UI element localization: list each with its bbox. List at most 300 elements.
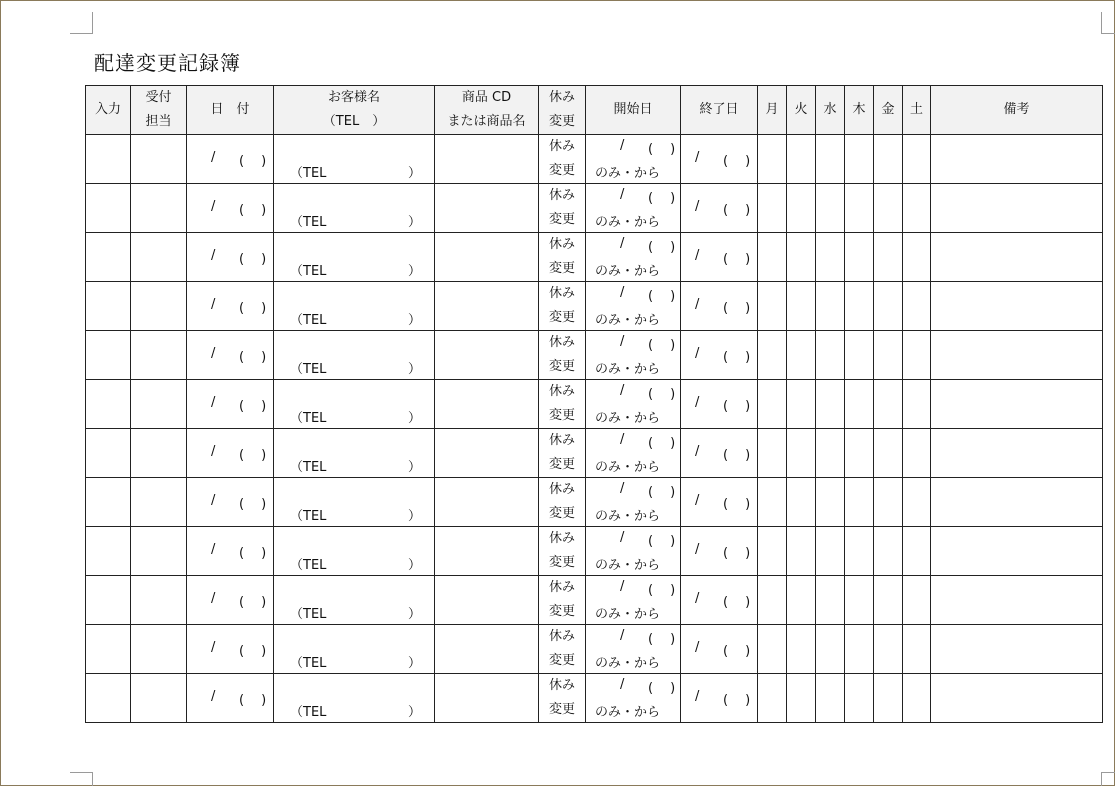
start-option: のみ・から (595, 655, 661, 671)
cell-customer[interactable] (274, 233, 435, 282)
cell-customer[interactable] (274, 429, 435, 478)
cell-wed[interactable] (816, 429, 845, 478)
cell-input[interactable] (86, 233, 131, 282)
cell-remarks[interactable] (931, 429, 1103, 478)
cell-fri[interactable] (874, 233, 903, 282)
cell-wed[interactable] (816, 674, 845, 723)
cell-thu[interactable] (845, 429, 874, 478)
cell-mon[interactable] (758, 674, 787, 723)
cell-mon[interactable] (758, 527, 787, 576)
cell-type[interactable] (539, 478, 586, 527)
cell-fri[interactable] (874, 135, 903, 184)
cell-product[interactable] (435, 576, 539, 625)
cell-fri[interactable] (874, 184, 903, 233)
cell-type[interactable] (539, 674, 586, 723)
cell-sat[interactable] (903, 184, 931, 233)
cell-thu[interactable] (845, 331, 874, 380)
start-weekday-paren: ( ) (648, 337, 678, 353)
tel-open: （TEL (290, 704, 327, 720)
cell-product[interactable] (435, 625, 539, 674)
date-slash: / (211, 345, 216, 361)
cell-thu[interactable] (845, 184, 874, 233)
cell-reception[interactable] (131, 478, 187, 527)
cell-mon[interactable] (758, 576, 787, 625)
cell-tue[interactable] (787, 184, 816, 233)
start-slash: / (620, 480, 625, 496)
cell-fri[interactable] (874, 429, 903, 478)
cell-input[interactable] (86, 331, 131, 380)
cell-remarks[interactable] (931, 674, 1103, 723)
cell-wed[interactable] (816, 233, 845, 282)
cell-sat[interactable] (903, 576, 931, 625)
cell-tue[interactable] (787, 527, 816, 576)
cell-date[interactable] (187, 331, 274, 380)
cell-sat[interactable] (903, 331, 931, 380)
cell-product[interactable] (435, 184, 539, 233)
cell-remarks[interactable] (931, 527, 1103, 576)
cell-input[interactable] (86, 527, 131, 576)
cell-date[interactable] (187, 233, 274, 282)
start-slash: / (620, 235, 625, 251)
cell-type[interactable] (539, 576, 586, 625)
cell-thu[interactable] (845, 576, 874, 625)
tel-close: ） (408, 312, 422, 328)
header-customer-line1: お客様名 (327, 90, 380, 105)
cell-tue[interactable] (787, 478, 816, 527)
cell-mon[interactable] (758, 380, 787, 429)
cell-date[interactable] (187, 282, 274, 331)
header-mon (758, 86, 787, 135)
cell-thu[interactable] (845, 527, 874, 576)
cell-remarks[interactable] (931, 184, 1103, 233)
cell-wed[interactable] (816, 625, 845, 674)
cell-fri[interactable] (874, 282, 903, 331)
date-weekday-paren: ( ) (239, 300, 269, 316)
start-slash: / (620, 382, 625, 398)
cell-product[interactable] (435, 331, 539, 380)
end-slash: / (695, 443, 700, 459)
cell-date[interactable] (187, 478, 274, 527)
date-slash: / (211, 639, 216, 655)
cell-end-date[interactable] (681, 135, 758, 184)
cell-fri[interactable] (874, 527, 903, 576)
cell-reception[interactable] (131, 282, 187, 331)
cell-tue[interactable] (787, 674, 816, 723)
start-option: のみ・から (595, 214, 661, 230)
cell-wed[interactable] (816, 380, 845, 429)
cell-end-date[interactable] (681, 233, 758, 282)
cell-sat[interactable] (903, 429, 931, 478)
end-weekday-paren: ( ) (723, 251, 753, 267)
start-slash: / (620, 186, 625, 202)
type-option-rest: 休み (548, 433, 575, 448)
cell-wed[interactable] (816, 184, 845, 233)
cell-input[interactable] (86, 380, 131, 429)
header-input-label: 入力 (94, 102, 121, 117)
table-row (86, 233, 1103, 282)
start-slash: / (620, 284, 625, 300)
end-slash: / (695, 590, 700, 606)
cell-fri[interactable] (874, 625, 903, 674)
cell-input[interactable] (86, 429, 131, 478)
crop-mark-top-left (92, 12, 93, 34)
cell-wed[interactable] (816, 576, 845, 625)
cell-reception[interactable] (131, 527, 187, 576)
tel-close: ） (408, 214, 422, 230)
header-reception-line1: 受付 (145, 90, 172, 105)
header-type-line2: 変更 (548, 114, 575, 129)
cell-product[interactable] (435, 429, 539, 478)
type-option-rest: 休み (548, 629, 575, 644)
header-remarks-label: 備考 (1003, 102, 1030, 117)
cell-customer[interactable] (274, 282, 435, 331)
cell-end-date[interactable] (681, 380, 758, 429)
cell-customer[interactable] (274, 625, 435, 674)
header-input (86, 86, 131, 135)
start-weekday-paren: ( ) (648, 484, 678, 500)
cell-tue[interactable] (787, 429, 816, 478)
cell-sat[interactable] (903, 380, 931, 429)
tel-open: （TEL (290, 263, 327, 279)
cell-product[interactable] (435, 282, 539, 331)
type-option-rest: 休み (548, 482, 575, 497)
cell-input[interactable] (86, 625, 131, 674)
cell-start-date[interactable] (586, 625, 681, 674)
type-option-rest: 休み (548, 286, 575, 301)
type-option-change: 変更 (548, 555, 575, 570)
cell-reception[interactable] (131, 625, 187, 674)
cell-reception[interactable] (131, 331, 187, 380)
date-slash: / (211, 541, 216, 557)
date-weekday-paren: ( ) (239, 202, 269, 218)
end-slash: / (695, 688, 700, 704)
date-slash: / (211, 198, 216, 214)
tel-open: （TEL (290, 361, 327, 377)
cell-reception[interactable] (131, 184, 187, 233)
cell-thu[interactable] (845, 233, 874, 282)
crop-mark-bottom-right (1101, 772, 1102, 786)
start-weekday-paren: ( ) (648, 141, 678, 157)
start-weekday-paren: ( ) (648, 288, 678, 304)
cell-end-date[interactable] (681, 282, 758, 331)
cell-remarks[interactable] (931, 625, 1103, 674)
cell-type[interactable] (539, 380, 586, 429)
cell-type[interactable] (539, 233, 586, 282)
cell-thu[interactable] (845, 135, 874, 184)
cell-fri[interactable] (874, 576, 903, 625)
cell-sat[interactable] (903, 674, 931, 723)
date-weekday-paren: ( ) (239, 594, 269, 610)
tel-close: ） (408, 459, 422, 475)
type-option-change: 変更 (548, 457, 575, 472)
start-option: のみ・から (595, 557, 661, 573)
cell-thu[interactable] (845, 674, 874, 723)
cell-customer[interactable] (274, 331, 435, 380)
header-product (435, 86, 539, 135)
start-slash: / (620, 676, 625, 692)
cell-customer[interactable] (274, 527, 435, 576)
start-weekday-paren: ( ) (648, 190, 678, 206)
date-slash: / (211, 688, 216, 704)
cell-date[interactable] (187, 576, 274, 625)
cell-start-date[interactable] (586, 233, 681, 282)
cell-customer[interactable] (274, 674, 435, 723)
cell-fri[interactable] (874, 331, 903, 380)
header-fri (874, 86, 903, 135)
date-slash: / (211, 492, 216, 508)
tel-close: ） (408, 410, 422, 426)
date-slash: / (211, 443, 216, 459)
tel-close: ） (408, 606, 422, 622)
cell-mon[interactable] (758, 478, 787, 527)
cell-type[interactable] (539, 331, 586, 380)
header-tue-label: 火 (794, 102, 808, 117)
cell-input[interactable] (86, 576, 131, 625)
type-option-change: 変更 (548, 702, 575, 717)
date-weekday-paren: ( ) (239, 643, 269, 659)
start-option: のみ・から (595, 263, 661, 279)
cell-wed[interactable] (816, 331, 845, 380)
tel-close: ） (408, 165, 422, 181)
crop-mark-top-left-h (70, 33, 92, 34)
cell-remarks[interactable] (931, 380, 1103, 429)
cell-start-date[interactable] (586, 576, 681, 625)
date-weekday-paren: ( ) (239, 398, 269, 414)
end-weekday-paren: ( ) (723, 300, 753, 316)
type-option-rest: 休み (548, 531, 575, 546)
start-slash: / (620, 529, 625, 545)
cell-date[interactable] (187, 527, 274, 576)
end-slash: / (695, 149, 700, 165)
type-option-change: 変更 (548, 163, 575, 178)
table-row (86, 429, 1103, 478)
type-option-rest: 休み (548, 237, 575, 252)
end-slash: / (695, 198, 700, 214)
cell-type[interactable] (539, 527, 586, 576)
end-slash: / (695, 541, 700, 557)
start-option: のみ・から (595, 312, 661, 328)
date-weekday-paren: ( ) (239, 349, 269, 365)
cell-end-date[interactable] (681, 625, 758, 674)
cell-mon[interactable] (758, 331, 787, 380)
cell-date[interactable] (187, 380, 274, 429)
cell-input[interactable] (86, 282, 131, 331)
end-slash: / (695, 345, 700, 361)
cell-product[interactable] (435, 233, 539, 282)
cell-remarks[interactable] (931, 478, 1103, 527)
cell-remarks[interactable] (931, 233, 1103, 282)
cell-start-date[interactable] (586, 282, 681, 331)
tel-close: ） (408, 361, 422, 377)
cell-end-date[interactable] (681, 184, 758, 233)
header-thu-label: 木 (852, 102, 866, 117)
cell-tue[interactable] (787, 282, 816, 331)
cell-start-date[interactable] (586, 674, 681, 723)
cell-sat[interactable] (903, 625, 931, 674)
cell-customer[interactable] (274, 135, 435, 184)
cell-start-date[interactable] (586, 135, 681, 184)
type-option-rest: 休み (548, 139, 575, 154)
start-weekday-paren: ( ) (648, 386, 678, 402)
table-body (86, 135, 1103, 723)
cell-input[interactable] (86, 135, 131, 184)
header-start-date-label: 開始日 (613, 102, 653, 117)
cell-wed[interactable] (816, 478, 845, 527)
cell-wed[interactable] (816, 135, 845, 184)
table-row (86, 331, 1103, 380)
cell-end-date[interactable] (681, 527, 758, 576)
type-option-rest: 休み (548, 384, 575, 399)
crop-mark-top-right-h (1101, 33, 1115, 34)
cell-input[interactable] (86, 674, 131, 723)
cell-start-date[interactable] (586, 380, 681, 429)
tel-open: （TEL (290, 312, 327, 328)
cell-start-date[interactable] (586, 478, 681, 527)
cell-wed[interactable] (816, 527, 845, 576)
cell-remarks[interactable] (931, 331, 1103, 380)
cell-start-date[interactable] (586, 184, 681, 233)
start-option: のみ・から (595, 704, 661, 720)
crop-mark-bottom-left-h (70, 772, 92, 773)
cell-tue[interactable] (787, 625, 816, 674)
cell-sat[interactable] (903, 478, 931, 527)
cell-end-date[interactable] (681, 331, 758, 380)
cell-start-date[interactable] (586, 331, 681, 380)
cell-input[interactable] (86, 184, 131, 233)
cell-customer[interactable] (274, 184, 435, 233)
cell-date[interactable] (187, 674, 274, 723)
cell-remarks[interactable] (931, 282, 1103, 331)
cell-type[interactable] (539, 429, 586, 478)
cell-remarks[interactable] (931, 576, 1103, 625)
tel-close: ） (408, 557, 422, 573)
cell-end-date[interactable] (681, 478, 758, 527)
end-slash: / (695, 394, 700, 410)
date-slash: / (211, 296, 216, 312)
end-weekday-paren: ( ) (723, 202, 753, 218)
cell-sat[interactable] (903, 527, 931, 576)
header-remarks (931, 86, 1103, 135)
date-slash: / (211, 394, 216, 410)
cell-date[interactable] (187, 429, 274, 478)
type-option-rest: 休み (548, 678, 575, 693)
cell-start-date[interactable] (586, 527, 681, 576)
cell-customer[interactable] (274, 576, 435, 625)
cell-fri[interactable] (874, 478, 903, 527)
crop-mark-bottom-left (92, 772, 93, 786)
header-wed (816, 86, 845, 135)
cell-mon[interactable] (758, 233, 787, 282)
cell-mon[interactable] (758, 135, 787, 184)
cell-type[interactable] (539, 184, 586, 233)
cell-wed[interactable] (816, 282, 845, 331)
type-option-change: 変更 (548, 653, 575, 668)
cell-date[interactable] (187, 184, 274, 233)
cell-date[interactable] (187, 135, 274, 184)
header-customer (274, 86, 435, 135)
cell-reception[interactable] (131, 233, 187, 282)
header-fri-label: 金 (881, 102, 895, 117)
cell-end-date[interactable] (681, 576, 758, 625)
cell-mon[interactable] (758, 184, 787, 233)
cell-customer[interactable] (274, 478, 435, 527)
type-option-change: 変更 (548, 359, 575, 374)
cell-tue[interactable] (787, 135, 816, 184)
cell-end-date[interactable] (681, 674, 758, 723)
cell-thu[interactable] (845, 380, 874, 429)
cell-reception[interactable] (131, 380, 187, 429)
cell-reception[interactable] (131, 135, 187, 184)
crop-mark-top-right (1101, 12, 1102, 34)
header-sat-label: 土 (909, 102, 923, 117)
cell-mon[interactable] (758, 282, 787, 331)
cell-product[interactable] (435, 674, 539, 723)
header-reception-line2: 担当 (145, 114, 172, 129)
end-weekday-paren: ( ) (723, 447, 753, 463)
cell-tue[interactable] (787, 576, 816, 625)
cell-start-date[interactable] (586, 429, 681, 478)
cell-type[interactable] (539, 625, 586, 674)
cell-fri[interactable] (874, 380, 903, 429)
table-row (86, 674, 1103, 723)
cell-remarks[interactable] (931, 135, 1103, 184)
start-option: のみ・から (595, 165, 661, 181)
cell-product[interactable] (435, 478, 539, 527)
end-slash: / (695, 296, 700, 312)
cell-sat[interactable] (903, 282, 931, 331)
cell-reception[interactable] (131, 576, 187, 625)
header-thu (845, 86, 874, 135)
cell-thu[interactable] (845, 625, 874, 674)
document-title: 配達変更記録簿 (94, 51, 241, 75)
cell-input[interactable] (86, 478, 131, 527)
cell-tue[interactable] (787, 233, 816, 282)
type-option-change: 変更 (548, 261, 575, 276)
tel-open: （TEL (290, 214, 327, 230)
date-weekday-paren: ( ) (239, 153, 269, 169)
type-option-change: 変更 (548, 604, 575, 619)
type-option-rest: 休み (548, 335, 575, 350)
start-weekday-paren: ( ) (648, 582, 678, 598)
cell-product[interactable] (435, 527, 539, 576)
type-option-change: 変更 (548, 310, 575, 325)
cell-product[interactable] (435, 380, 539, 429)
cell-sat[interactable] (903, 233, 931, 282)
cell-tue[interactable] (787, 331, 816, 380)
cell-sat[interactable] (903, 135, 931, 184)
cell-type[interactable] (539, 135, 586, 184)
table-row (86, 478, 1103, 527)
cell-tue[interactable] (787, 380, 816, 429)
cell-thu[interactable] (845, 282, 874, 331)
cell-reception[interactable] (131, 429, 187, 478)
cell-product[interactable] (435, 135, 539, 184)
header-customer-line2: （TEL ） (322, 114, 386, 129)
cell-customer[interactable] (274, 380, 435, 429)
tel-open: （TEL (290, 410, 327, 426)
cell-thu[interactable] (845, 478, 874, 527)
cell-fri[interactable] (874, 674, 903, 723)
cell-end-date[interactable] (681, 429, 758, 478)
cell-mon[interactable] (758, 625, 787, 674)
cell-type[interactable] (539, 282, 586, 331)
cell-mon[interactable] (758, 429, 787, 478)
cell-reception[interactable] (131, 674, 187, 723)
tel-open: （TEL (290, 557, 327, 573)
cell-date[interactable] (187, 625, 274, 674)
start-option: のみ・から (595, 459, 661, 475)
header-start-date (586, 86, 681, 135)
